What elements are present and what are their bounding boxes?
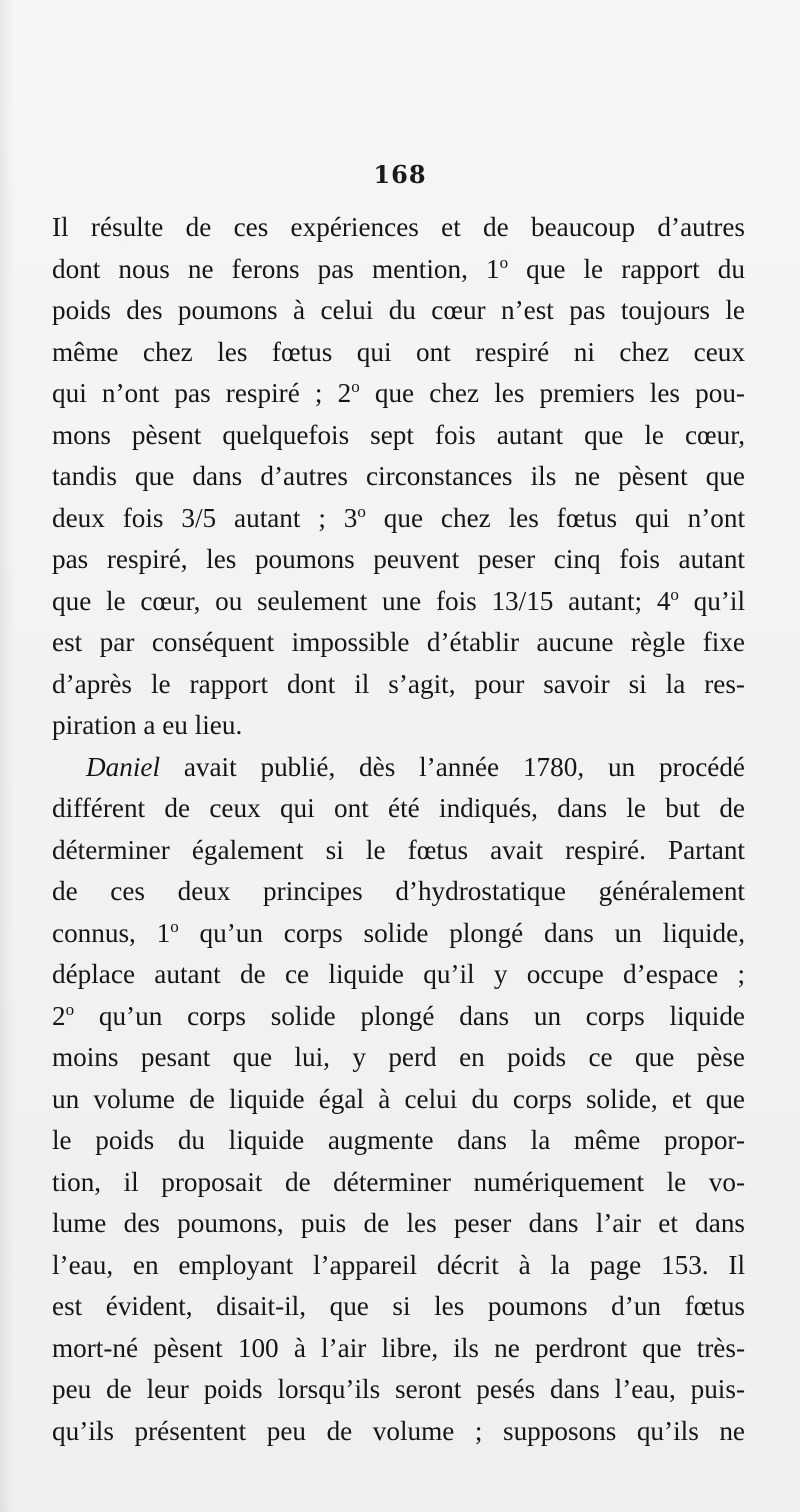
text-run: qu’un corps solide plongé dans un corps liquide [74, 1000, 745, 1031]
text-line [52, 913, 745, 955]
text-line [52, 207, 745, 249]
text-run: tandis que dans d’autres circonstances ils ne pèsent que [52, 461, 745, 491]
text-run: déplace autant de ce liquide qu’il y occupe d’espace ; [52, 959, 745, 989]
text-run: dont nous ne ferons pas mention, 1 [52, 253, 500, 284]
text-line [52, 1120, 745, 1162]
text-run: le poids du liquide augmente dans la même propor- [52, 1125, 745, 1155]
text-run: deux fois 3/5 autant ; 3 [52, 502, 358, 533]
text-run: de ces deux principes d’hydrostatique généralement [52, 876, 745, 906]
text-line [52, 1328, 745, 1370]
text-run: tion, il proposait de déterminer numériquement le vo- [52, 1166, 745, 1197]
text-line [52, 1037, 745, 1079]
text-run: pas respiré, les poumons peuvent peser cinq fois autant [52, 544, 745, 574]
text-run: qui n’ont pas respiré ; 2 [52, 378, 352, 408]
text-run: Il résulte de ces expériences et de beaucoup d’autres [52, 212, 745, 242]
paragraph [52, 207, 745, 747]
text-run: poids des poumons à celui du cœur n’est pas toujours le [52, 295, 745, 325]
text-line [52, 249, 745, 291]
text-line [52, 1411, 745, 1453]
page-edge-shadow [0, 0, 14, 1512]
text-run: que chez les premiers les pou- [359, 378, 745, 408]
text-line [52, 954, 745, 996]
paragraph [52, 747, 745, 1453]
body-text [52, 207, 745, 1452]
text-run: un volume de liquide égal à celui du corps solide, et que [52, 1083, 745, 1114]
text-line [52, 1286, 745, 1328]
text-line [52, 622, 745, 664]
text-run: d’après le rapport dont il s’agit, pour savoir si la res- [52, 668, 745, 699]
text-run: mort-né pèsent 100 à l’air libre, ils ne perdront que très- [52, 1332, 745, 1363]
page-number: 168 [373, 160, 427, 189]
text-run: que le cœur, ou seulement une fois 13/15 autant; 4 [52, 585, 671, 616]
text-run: différent de ceux qui ont été indiqués, dans le but de [52, 793, 745, 823]
ordinal-superscript: o [65, 999, 75, 1019]
text-run: peu de leur poids lorsqu’ils seront pesés dans l’eau, puis- [52, 1374, 745, 1404]
text-line [52, 332, 745, 374]
text-line [52, 996, 745, 1038]
text-run: mons pèsent quelquefois sept fois autant que le cœur, [52, 419, 745, 450]
text-run: connus, 1 [52, 917, 171, 948]
ordinal-superscript: o [357, 501, 366, 521]
text-run: 2 [52, 1000, 66, 1031]
text-line [52, 415, 745, 457]
text-line [52, 1369, 745, 1411]
text-run: avait publié, dès l’année 1780, un procédé [160, 751, 745, 782]
ordinal-superscript: o [499, 252, 509, 272]
text-line [52, 581, 745, 623]
text-line [52, 747, 745, 789]
text-run: lume des poumons, puis de les peser dans l’air et dans [52, 1208, 745, 1238]
text-run: que chez les fœtus qui n’ont [365, 502, 745, 533]
text-run: même chez les fœtus qui ont respiré ni chez ceux [52, 336, 745, 367]
text-line [52, 539, 745, 581]
text-line [52, 1245, 745, 1287]
text-line [52, 664, 745, 706]
text-run: moins pesant que lui, y perd en poids ce que pèse [52, 1042, 745, 1072]
text-line [52, 1162, 745, 1204]
text-run: que le rapport du [508, 253, 745, 284]
ordinal-superscript: o [351, 377, 360, 396]
text-line [52, 1079, 745, 1121]
text-run: déterminer également si le fœtus avait respiré. Partant [52, 834, 745, 865]
text-run: est par conséquent impossible d’établir aucune règle fixe [52, 627, 745, 657]
ordinal-superscript: o [670, 584, 679, 604]
text-line [52, 830, 745, 872]
text-line [52, 290, 745, 332]
text-run: est évident, disait-il, que si les poumons d’un fœtus [52, 1291, 745, 1321]
text-line [52, 788, 745, 830]
ordinal-superscript: o [170, 916, 179, 936]
italic-name: Daniel [86, 751, 160, 782]
text-line [52, 498, 745, 540]
text-run: qu’il [678, 585, 745, 616]
text-line [52, 705, 745, 747]
text-line [52, 456, 745, 498]
text-line [52, 1203, 745, 1245]
text-run: qu’un corps solide plongé dans un liquide, [178, 917, 745, 948]
text-line [52, 373, 745, 415]
text-run: l’eau, en employant l’appareil décrit à la page 153. Il [52, 1249, 745, 1280]
text-run: piration a eu lieu. [52, 710, 243, 740]
text-line [52, 871, 745, 913]
text-run: qu’ils présentent peu de volume ; supposons qu’ils ne [52, 1415, 745, 1446]
